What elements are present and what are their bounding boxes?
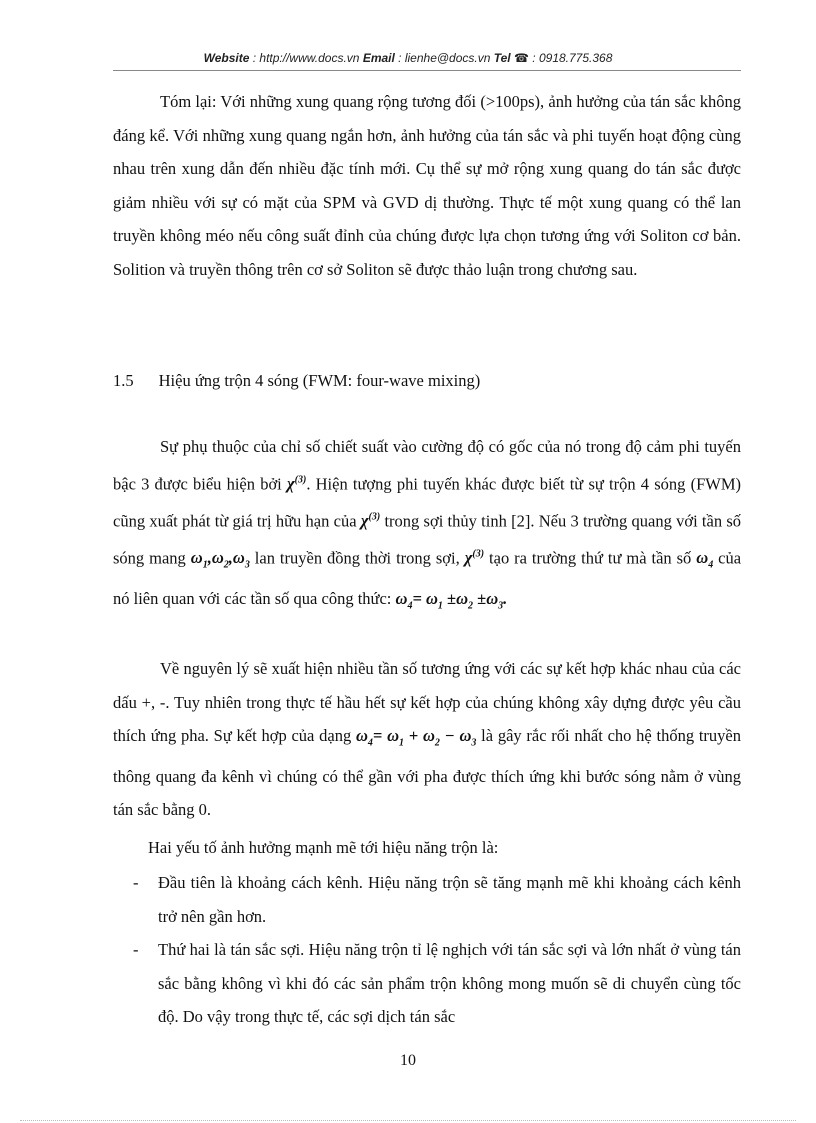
bullet-dash: - bbox=[133, 873, 139, 892]
page-bottom-border bbox=[20, 1120, 796, 1121]
text-run: tạo ra trường thứ tư mà tần số bbox=[489, 548, 692, 567]
text-run: . Hiện tượng phi tuyến khác được biết từ sự trộn 4 sóng (FWM) cũng xuất phát từ giá trị hữu hạn của bbox=[113, 474, 742, 530]
paragraph-fwm-intro bbox=[113, 430, 741, 623]
section-heading bbox=[113, 364, 741, 398]
email-label: Email bbox=[362, 51, 395, 65]
text-run: Sự phụ thuộc của chỉ số chiết suất vào cường độ có gốc của nó trong độ cảm phi tuyến bậc 3 được biểu hiện bởi bbox=[113, 437, 741, 493]
chi3-symbol: $\chi^{(3)}$ bbox=[464, 548, 485, 567]
chi3-symbol: $\chi^{(3)}$ bbox=[286, 474, 307, 493]
list-item bbox=[133, 933, 741, 1034]
chi3-symbol: $\chi^{(3)}$ bbox=[360, 511, 381, 530]
section-title: Hiệu ứng trộn 4 sóng (FWM: four-wave mixing) bbox=[158, 371, 481, 390]
text-run: của nó liên quan với các tần số qua công thức: bbox=[113, 548, 742, 608]
section-number: 1.5 bbox=[113, 371, 134, 390]
page-number: 10 bbox=[400, 1052, 416, 1069]
list-item-text: Đầu tiên là khoảng cách kênh. Hiệu năng trộn sẽ tăng mạnh mẽ khi khoảng cách kênh trở nên gần hơn. bbox=[158, 873, 741, 926]
fwm-dominant-formula: $\omega_4= \omega_1 + \omega_2 - \omega_3$ bbox=[355, 726, 477, 749]
text-run: Về nguyên lý sẽ xuất hiện nhiều tần số tương ứng với các sự kết hợp khác nhau của các dấu +, -. Tuy nhiên trong thực tế hầu hết sự kết hợp của chúng không xây dựng được yêu cầu thích ứng pha. Sự kết hợp của dạng bbox=[113, 659, 741, 745]
website-value: : http://www.docs.vn bbox=[252, 51, 360, 65]
bullet-dash: - bbox=[133, 940, 139, 959]
list-item-text: Thứ hai là tán sắc sợi. Hiệu năng trộn tỉ lệ nghịch với tán sắc sợi và lớn nhất ở vùng tán sắc bằng không vì khi đó các sản phẩm trộn không mong muốn sẽ di chuyển cùng tốc độ. Do vậy trong thực tế, các sợi dịch tán sắc bbox=[158, 940, 741, 1026]
website-label: Website bbox=[203, 51, 250, 65]
text-run: trong sợi thủy tinh [2]. Nếu 3 trường quang với tần số sóng mang bbox=[113, 511, 742, 567]
omega-4: $\omega_4$ bbox=[696, 548, 714, 571]
page-header bbox=[0, 51, 816, 65]
paragraph-factors: Hai yếu tố ảnh hưởng mạnh mẽ tới hiệu năng trộn là: bbox=[148, 838, 499, 857]
header-rule bbox=[113, 70, 741, 71]
phone-icon: ☎ bbox=[514, 51, 529, 65]
tel-label: Tel bbox=[493, 51, 511, 65]
text-run: lan truyền đồng thời trong sợi, bbox=[254, 548, 460, 567]
fwm-formula: $\omega_4= \omega_1 \pm\omega_2 \pm\omega_3$. bbox=[395, 588, 508, 612]
email-value: : lienhe@docs.vn bbox=[398, 51, 491, 65]
list-item bbox=[133, 866, 741, 933]
paragraph-phase-matching bbox=[113, 652, 741, 827]
tel-value: : 0918.775.368 bbox=[532, 51, 613, 65]
omega-123: $\omega_1,\omega_2,\omega_3$ bbox=[190, 548, 250, 571]
paragraph-summary: Tóm lại: Với những xung quang rộng tương đối (>100ps), ảnh hưởng của tán sắc không đáng kể. Với những xung quang ngắn hơn, ảnh hưởng của tán sắc và phi tuyến hoạt động cùng nhau trên xung dẫn đến nhiều đặc tính mới. Cụ thể sự mở rộng xung quang do tán sắc được giảm nhiều với sự có mặt của SPM và GVD dị thường. Thực tế một xung quang có thể lan truyền không méo nếu công suất đỉnh của chúng được lựa chọn tương ứng với Soliton cơ bản. Solition và truyền thông trên cơ sở Soliton sẽ được thảo luận trong chương sau. bbox=[113, 92, 741, 279]
text-run: là gây rắc rối nhất cho hệ thống truyền thông quang đa kênh vì chúng có thể gần với pha được thích ứng khi bước sóng nằm ở vùng tán sắc bằng 0. bbox=[113, 726, 742, 820]
